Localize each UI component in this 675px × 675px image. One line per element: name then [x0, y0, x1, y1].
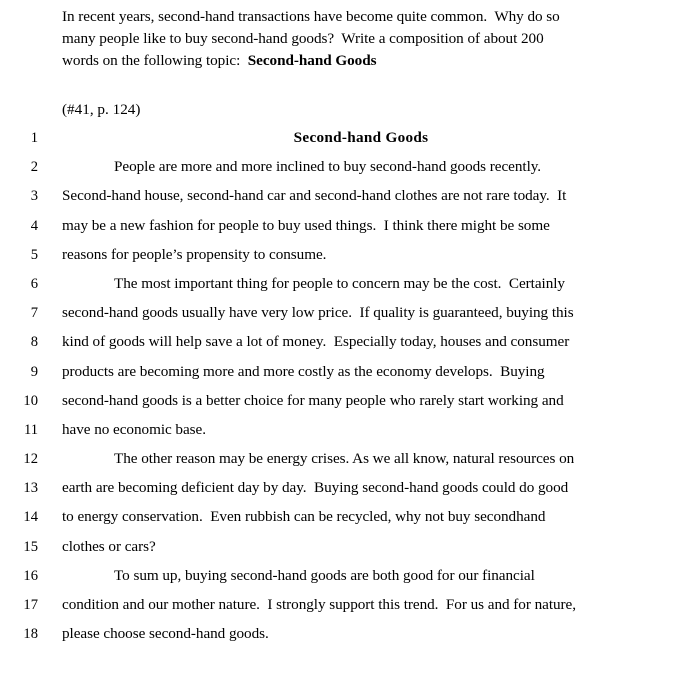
- essay-line-row: [0, 449, 675, 478]
- essay-line-row: [0, 420, 675, 449]
- line-number: 2: [30, 159, 38, 176]
- essay-line-text: clothes or cars?: [62, 537, 156, 555]
- essay-line-text: reasons for people’s propensity to consume.: [62, 245, 327, 263]
- line-number: 18: [23, 626, 38, 643]
- line-number: 12: [23, 451, 38, 468]
- prompt-topic: Second-hand Goods: [247, 52, 377, 69]
- prompt-line-2: many people like to buy second-hand goods? Write a composition of about 200: [62, 30, 544, 47]
- line-number: 10: [23, 392, 38, 409]
- essay-line-text: People are more and more inclined to buy second-hand goods recently.: [114, 158, 542, 176]
- essay-line-row: [0, 128, 675, 157]
- essay-line-row: [0, 537, 675, 566]
- line-number: 13: [23, 480, 38, 497]
- prompt-line-1: In recent years, second-hand transactions have become quite common. Why do so: [62, 8, 560, 25]
- essay-line-row: [0, 391, 675, 420]
- prompt-block: [62, 6, 640, 72]
- line-number: 3: [30, 188, 38, 205]
- essay-line-text: products are becoming more and more costly as the economy develops. Buying: [62, 362, 545, 380]
- essay-line-text: condition and our mother nature. I strongly support this trend. For us and for nature,: [62, 596, 576, 613]
- essay-line-row: [0, 478, 675, 507]
- essay-line-row: [0, 303, 675, 332]
- essay-line-row: [0, 507, 675, 536]
- essay-line-row: [0, 157, 675, 186]
- essay-line-text: The other reason may be energy crises. As we all know, natural resources on: [114, 450, 575, 468]
- essay-line-row: [0, 595, 675, 624]
- essay-line-row: [0, 332, 675, 361]
- essay-line-text: please choose second-hand goods.: [62, 625, 269, 643]
- essay-line-row: [0, 274, 675, 303]
- essay-line-row: [0, 566, 675, 595]
- essay-line-text: To sum up, buying second-hand goods are both good for our financial: [114, 566, 535, 584]
- line-number: 1: [30, 130, 38, 146]
- essay-line-text: to energy conservation. Even rubbish can be recycled, why not buy secondhand: [62, 508, 546, 526]
- line-number: 11: [23, 421, 38, 438]
- line-number: 7: [30, 305, 38, 322]
- essay-line-text: Second-hand house, second-hand car and second-hand clothes are not rare today. It: [62, 187, 567, 205]
- essay-line-text: have no economic base.: [62, 420, 206, 438]
- essay-line-row: [0, 186, 675, 215]
- line-number: 4: [30, 217, 38, 234]
- prompt-line-3-text: words on the following topic:: [62, 52, 248, 69]
- citation: (#41, p. 124): [62, 101, 141, 118]
- line-number: 5: [30, 246, 38, 263]
- line-number: 16: [23, 567, 38, 584]
- essay-line-text: kind of goods will help save a lot of money. Especially today, houses and consumer: [62, 333, 570, 351]
- essay-line-row: [0, 624, 675, 653]
- essay-body: [0, 128, 675, 653]
- prompt-line-3: [62, 50, 640, 72]
- line-number: 15: [23, 538, 38, 555]
- essay-line-text: earth are becoming deficient day by day. Buying second-hand goods could do good: [62, 479, 569, 497]
- essay-line-row: [0, 245, 675, 274]
- essay-line-text: second-hand goods usually have very low price. If quality is guaranteed, buying this: [62, 304, 574, 322]
- line-number: 6: [30, 275, 38, 292]
- essay-line-text: may be a new fashion for people to buy used things. I think there might be some: [62, 216, 550, 234]
- line-number: 14: [23, 509, 38, 526]
- essay-line-row: [0, 362, 675, 391]
- line-number: 8: [30, 334, 38, 351]
- essay-line-text: The most important thing for people to concern may be the cost. Certainly: [114, 274, 565, 292]
- essay-line-row: [0, 216, 675, 245]
- essay-line-text: second-hand goods is a better choice for many people who rarely start working and: [62, 391, 564, 409]
- essay-title: Second-hand Goods: [293, 129, 429, 146]
- line-number: 17: [23, 597, 38, 613]
- line-number: 9: [30, 363, 38, 380]
